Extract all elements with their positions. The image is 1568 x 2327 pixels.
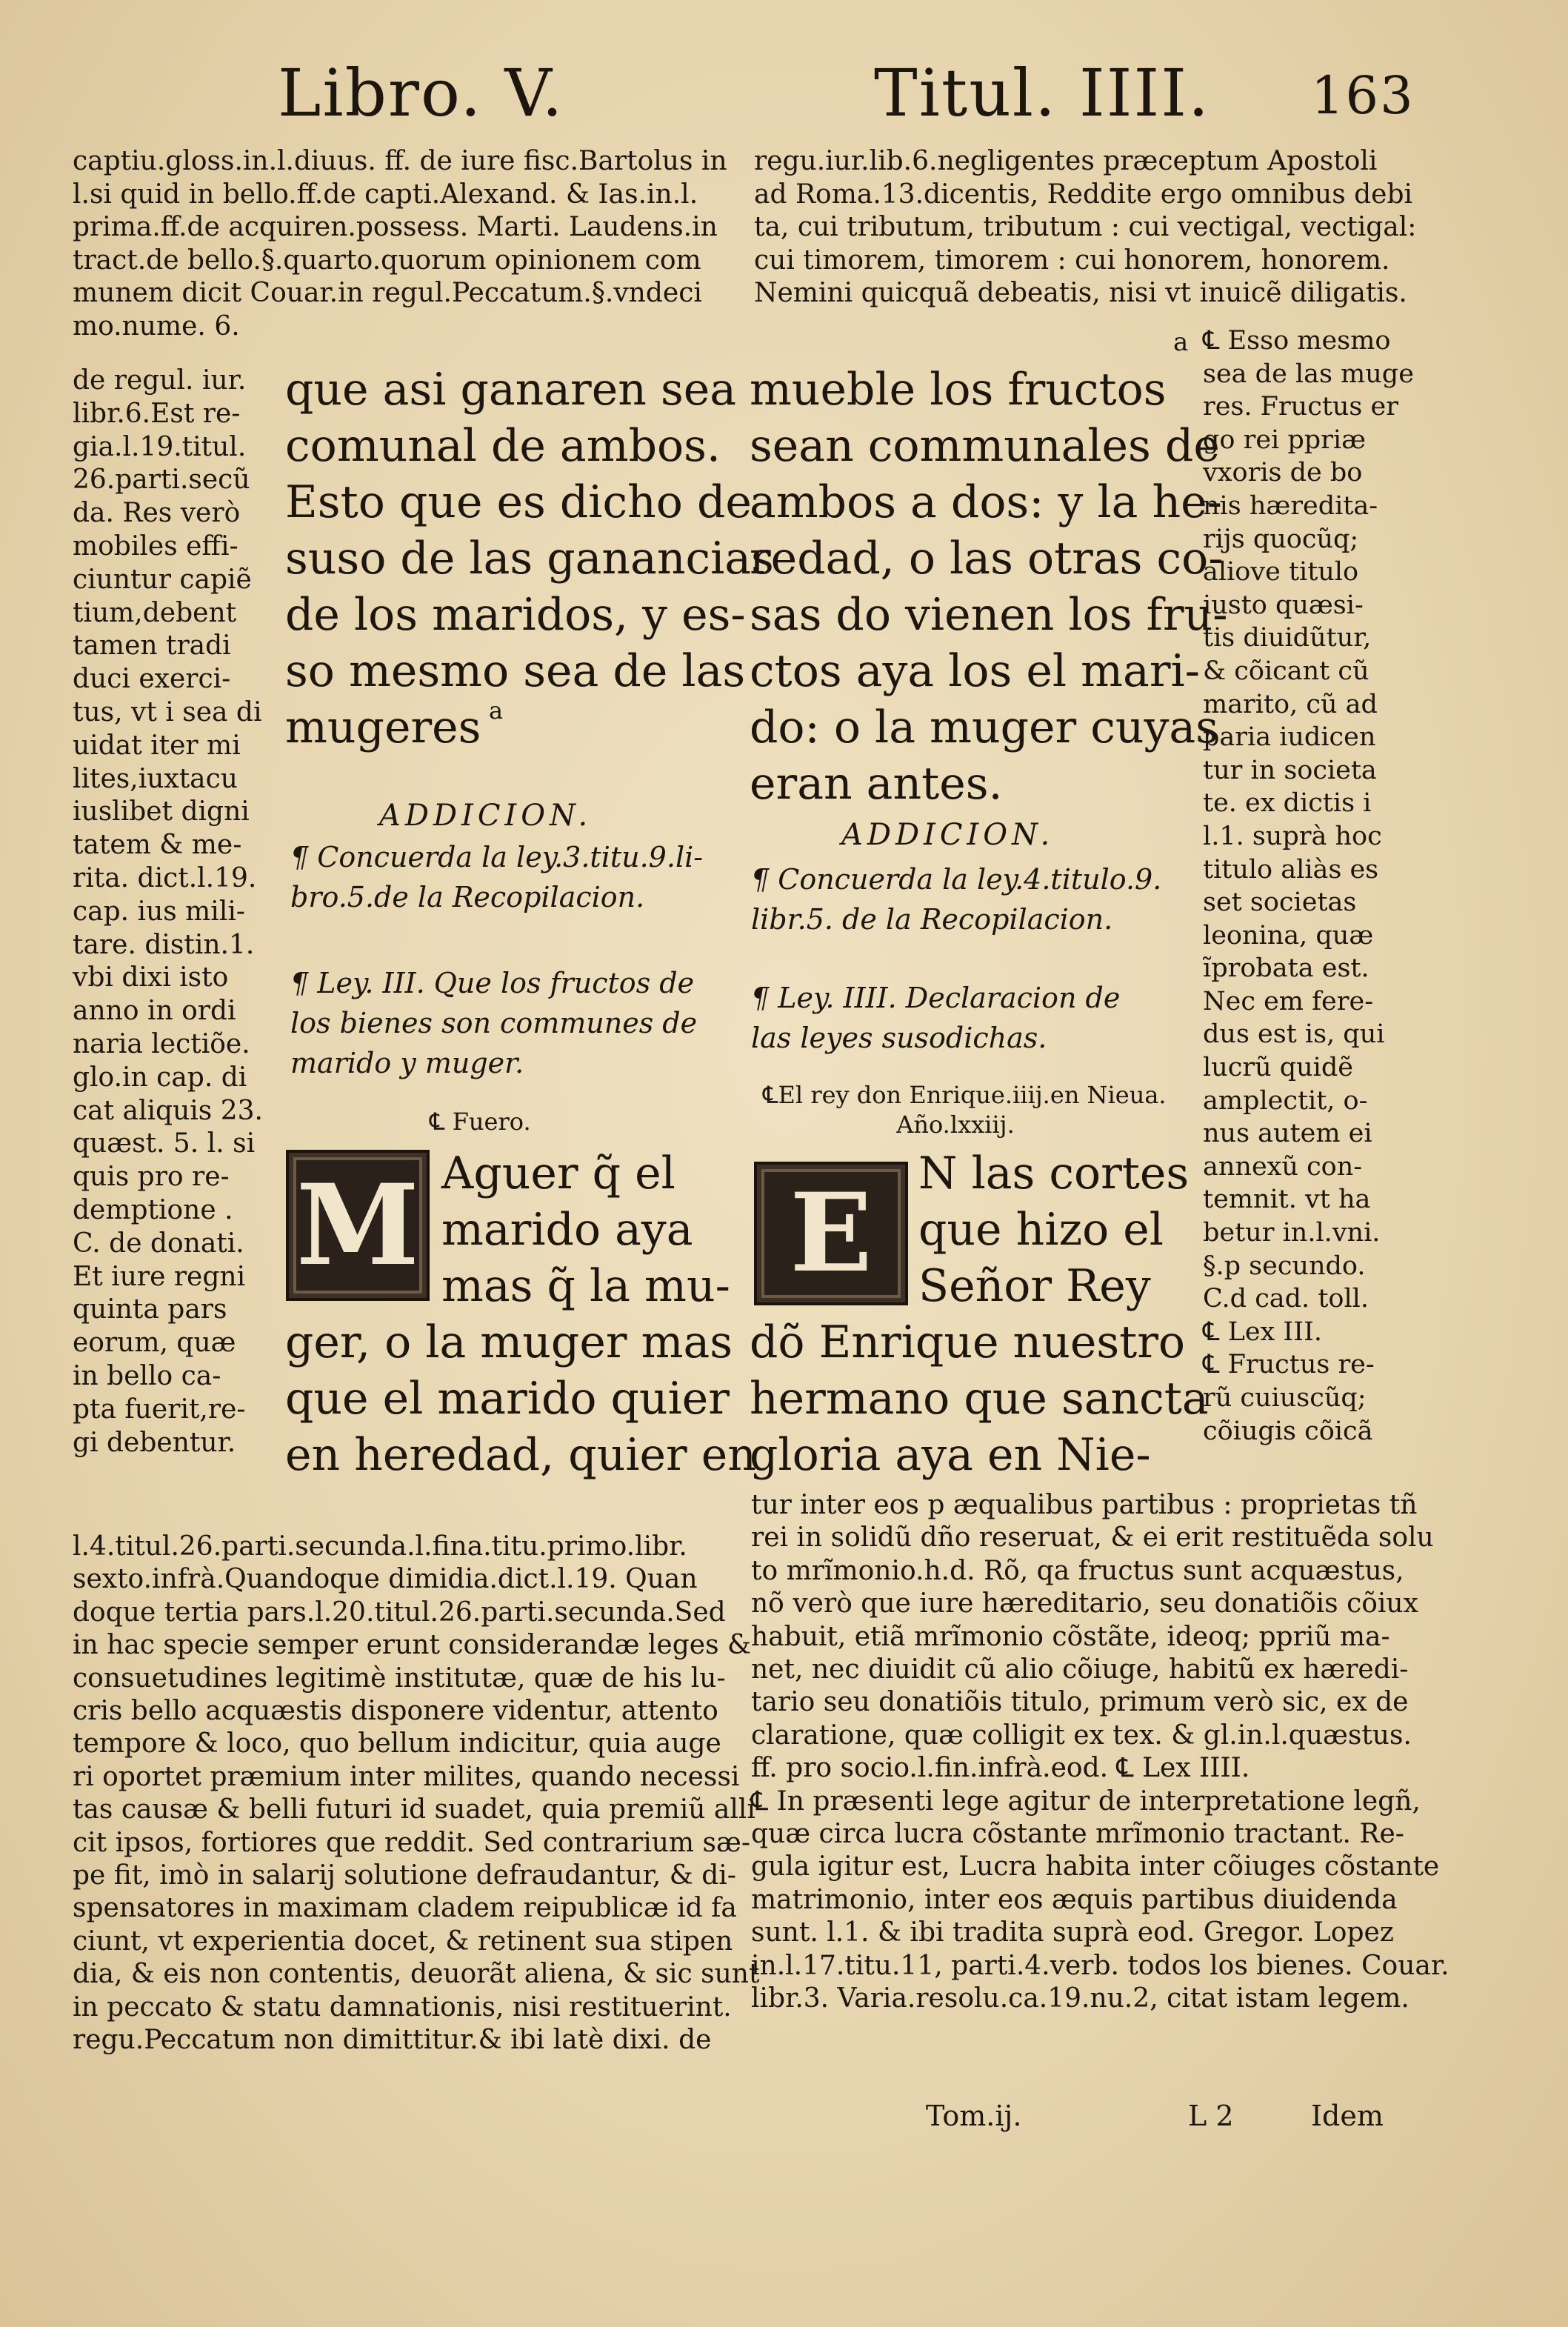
gloss-line: l.4.titul.26.parti.secunda.l.fina.titu.primo.libr.: [73, 1531, 687, 1562]
main-text-line: ambos a dos: y la he-: [750, 476, 1222, 528]
gloss-line: amplectit, o-: [1203, 1085, 1368, 1116]
gloss-line: C.d cad. toll.: [1203, 1284, 1369, 1314]
main-text-line: mueble los fructos: [750, 364, 1167, 416]
addicion-line: libr.5. de la Recopilacion.: [751, 903, 1113, 936]
addicion-line: bro.5.de la Recopilacion.: [290, 881, 645, 913]
gloss-line: gi debentur.: [73, 1427, 236, 1458]
gloss-line: & cõicant cũ: [1203, 656, 1370, 686]
gloss-line: ℄ Esso mesmo: [1203, 326, 1391, 356]
ley-heading-line: ¶ Ley. IIII. Declaracion de: [751, 982, 1121, 1014]
ley-source-line: Año.lxxiij.: [896, 1111, 1015, 1139]
gloss-line: ad Roma.13.dicentis, Reddite ergo omnibus debi: [754, 179, 1413, 210]
gloss-line: 26.parti.secũ: [73, 465, 250, 496]
main-text-line: mugeres: [285, 702, 481, 753]
gloss-line: glo.in cap. di: [73, 1062, 247, 1093]
footer-volume: Tom.ij.: [926, 2100, 1022, 2132]
col2-addicion-text: [751, 859, 1161, 939]
gloss-line: l.1. suprà hoc: [1203, 821, 1382, 851]
addicion-line: ¶ Concuerda la ley.3.titu.9.li-: [290, 841, 704, 873]
gloss-line: vbi dixi isto: [73, 962, 229, 993]
main-text-line: Esto que es dicho de: [285, 476, 752, 528]
gloss-line: titulo aliàs es: [1203, 854, 1379, 885]
gloss-line: ciunt, vt experientia docet, & retinent sua stipen: [73, 1925, 733, 1957]
gloss-line: lucrũ quidẽ: [1203, 1053, 1353, 1083]
decorated-initial-e: [754, 1162, 908, 1305]
col2-main-text-bottom: [750, 1314, 1209, 1483]
right-gloss-narrow: [1203, 324, 1414, 1448]
gloss-line: regu.Peccatum non dimittitur.& ibi latè dixi. de: [73, 2025, 712, 2056]
gloss-line: mo.nume. 6.: [73, 310, 240, 342]
gloss-line: iusto quæsi-: [1203, 590, 1364, 620]
gloss-line: tis diuidũtur,: [1203, 623, 1372, 653]
main-text-line: marido aya: [441, 1204, 693, 1256]
gloss-line: tium,debent: [73, 597, 237, 628]
col1-main-initial-lines: [441, 1145, 730, 1314]
gloss-line: rei in solidũ dño reseruat, & ei erit restituẽda solu: [751, 1522, 1434, 1554]
gloss-line: tario seu donatiõis titulo, primum verò sic, ex de: [751, 1687, 1409, 1718]
col2-gloss-bottom: [751, 1489, 1449, 2016]
gloss-line: Nec em fere-: [1203, 986, 1374, 1016]
gloss-line: sexto.infrà.Quandoque dimidia.dict.l.19. Quan: [73, 1564, 698, 1595]
gloss-line: betur in.l.vni.: [1203, 1218, 1381, 1248]
main-text-line: redad, o las otras co-: [750, 533, 1224, 585]
gloss-line: ta, cui tributum, tributum : cui vectigal, vectigal:: [754, 212, 1417, 243]
gloss-line: ri oportet præmium inter milites, quando necessi: [73, 1761, 740, 1792]
gloss-line: matrimonio, inter eos æquis partibus diuidenda: [751, 1884, 1398, 1915]
col2-gloss-top: [754, 145, 1416, 310]
gloss-line: duci exerci-: [73, 664, 231, 695]
col1-main-text-bottom: [285, 1314, 756, 1483]
main-text-line: Señor Rey: [918, 1260, 1151, 1312]
main-text-line: ctos aya los el mari-: [750, 645, 1200, 697]
page-number: 163: [1311, 65, 1415, 126]
main-text-line: en heredad, quier en: [285, 1429, 756, 1481]
main-text-line: Aguer q̃ el: [441, 1148, 675, 1199]
gloss-line: munem dicit Couar.in regul.Peccatum.§.vndeci: [73, 278, 702, 309]
main-text-line: eran antes.: [750, 758, 1003, 810]
gloss-line: temnit. vt ha: [1203, 1185, 1371, 1215]
gloss-line: in bello ca-: [73, 1360, 221, 1391]
gloss-line: te. ex dictis i: [1203, 788, 1372, 819]
gloss-line: ff. pro socio.l.fin.infrà.eod. ℄ Lex IIII.: [751, 1753, 1250, 1784]
col1-addicion-heading: ADDICION.: [379, 799, 593, 833]
gloss-line: to mrĩmonio.h.d. Rõ, qa fructus sunt acquæstus,: [751, 1555, 1404, 1586]
gloss-line: net, nec diuidit cũ alio cõiuge, habitũ ex hæredi-: [751, 1654, 1409, 1685]
gloss-line: ĩprobata est.: [1203, 953, 1370, 984]
left-gloss-bottom: [73, 1531, 759, 2057]
gloss-line: rita. dict.l.19.: [73, 862, 257, 893]
gloss-line: uidat iter mi: [73, 730, 241, 761]
gloss-line: tare. distin.1.: [73, 929, 255, 960]
main-text-line: ger, o la muger mas: [285, 1316, 733, 1368]
gloss-line: vxoris de bo: [1203, 458, 1363, 488]
gloss-line: gula igitur est, Lucra habita inter cõiuges cõstante: [751, 1851, 1440, 1882]
initial-letter: M: [296, 1160, 420, 1291]
ley-heading-line: ¶ Ley. III. Que los fructos de: [290, 967, 695, 999]
gloss-line: res. Fructus er: [1203, 392, 1398, 422]
ley-source-line: ℄El rey don Enrique.iiij.en Nieua.: [763, 1081, 1167, 1109]
col2-main-text-top: [750, 362, 1227, 812]
gloss-line: nõ verò que iure hæreditario, seu donatiõis cõiux: [751, 1588, 1418, 1619]
gloss-line: in.l.17.titu.11, parti.4.verb. todos los bienes. Couar.: [751, 1950, 1449, 1981]
gloss-line: in hac specie semper erunt considerandæ leges &: [73, 1630, 752, 1661]
footer-catchword: Idem: [1311, 2100, 1384, 2132]
main-text-line: de los maridos, y es-: [285, 589, 746, 641]
running-header-title: Titul. IIII.: [874, 55, 1210, 131]
gloss-line: leonina, quæ: [1203, 920, 1374, 951]
gloss-line: ℄ Fructus re-: [1203, 1350, 1375, 1380]
main-text-line: N las cortes: [918, 1148, 1190, 1199]
gloss-line: nis hæredita-: [1203, 490, 1378, 521]
ley-heading-line: los bienes son communes de: [290, 1007, 698, 1039]
col1-addicion-text: [290, 837, 703, 917]
gloss-line: cit ipsos, fortiores que reddit. Sed contrarium sæ-: [73, 1827, 750, 1858]
col2-ley-source: [763, 1080, 1167, 1139]
gloss-line: iuslibet digni: [73, 796, 250, 828]
gloss-line: sunt. l.1. & ibi tradita suprà eod. Gregor. Lopez: [751, 1917, 1394, 1948]
gloss-line: aliove titulo: [1203, 557, 1359, 587]
gloss-line: l.si quid in bello.ff.de capti.Alexand. & Ias.in.l.: [73, 179, 698, 210]
gloss-line: rũ cuiuscũq;: [1203, 1383, 1367, 1413]
gloss-line: tus, vt i sea di: [73, 696, 262, 728]
col2-main-initial-lines: [918, 1145, 1189, 1314]
gloss-line: consuetudines legitimè institutæ, quæ de his lu-: [73, 1662, 726, 1694]
gloss-line: tract.de bello.§.quarto.quorum opinionem com: [73, 244, 701, 276]
gloss-line: habuit, etiã mrĩmonio cõstãte, ideoq; ppriũ ma-: [751, 1621, 1390, 1652]
gloss-line: quis pro re-: [73, 1162, 230, 1193]
col2-addicion-heading: ADDICION.: [841, 818, 1055, 852]
right-gloss-marker: a: [1173, 327, 1189, 357]
gloss-line: pta fuerit,re-: [73, 1394, 246, 1425]
gloss-line: quæ circa lucra cõstante mrĩmonio tractant. Re-: [751, 1819, 1404, 1850]
gloss-line: claratione, quæ colligit ex tex. & gl.in.l.quæstus.: [751, 1720, 1412, 1751]
gloss-line: mobiles effi-: [73, 530, 238, 562]
gloss-line: set societas: [1203, 888, 1357, 918]
main-text-line: mas q̃ la mu-: [441, 1260, 730, 1312]
gloss-line: cõiugis cõicã: [1203, 1416, 1373, 1446]
main-text-line: hermano que sancta: [750, 1373, 1209, 1425]
gloss-line: gia.l.19.titul.: [73, 431, 247, 462]
main-text-line: que asi ganaren sea: [285, 364, 737, 416]
gloss-line: §.p secundo.: [1203, 1251, 1366, 1281]
gloss-line: tatem & me-: [73, 830, 242, 861]
gloss-line: tur inter eos p æqualibus partibus : proprietas tñ: [751, 1490, 1418, 1520]
gloss-line: tur in societa: [1203, 755, 1377, 785]
gloss-line: cat aliquis 23.: [73, 1095, 263, 1126]
main-text-line: sas do vienen los fru-: [750, 589, 1228, 641]
gloss-line: libr.6.Est re-: [73, 398, 241, 429]
gloss-line: tamen tradi: [73, 630, 231, 662]
gloss-line: sea de las muge: [1203, 359, 1414, 389]
main-text-line: dõ Enrique nuestro: [750, 1316, 1186, 1368]
gloss-line: dia, & eis non contentis, deuorãt aliena, & sic sunt: [73, 1959, 760, 1990]
gloss-line: prima.ff.de acquiren.possess. Marti. Laudens.in: [73, 212, 718, 243]
gloss-line: ℄ Lex III.: [1203, 1316, 1323, 1347]
gloss-line: C. de donati.: [73, 1228, 244, 1259]
gloss-line: pe fit, imò in salarij solutione defraudantur, & di-: [73, 1860, 736, 1891]
gloss-line: doque tertia pars.l.20.titul.26.parti.secunda.Sed: [73, 1597, 726, 1628]
main-text-line: suso de las ganancias: [285, 533, 774, 585]
gloss-line: quinta pars: [73, 1294, 227, 1325]
gloss-line: ℄ In præsenti lege agitur de interpretatione legñ,: [751, 1785, 1421, 1817]
gloss-line: Et iure regni: [73, 1261, 246, 1292]
gloss-line: tempore & loco, quo bellum indicitur, quia auge: [73, 1728, 721, 1760]
gloss-line: annexũ con-: [1203, 1151, 1363, 1182]
left-gloss-top: [73, 145, 727, 344]
gloss-line: eorum, quæ: [73, 1328, 236, 1359]
gloss-line: spensatores in maximam cladem reipublicæ id fa: [73, 1893, 737, 1924]
gloss-line: ciuntur capiẽ: [73, 564, 252, 595]
gloss-line: Nemini quicquã debeatis, nisi vt inuicẽ diligatis.: [754, 278, 1407, 309]
addicion-line: ¶ Concuerda la ley.4.titulo.9.: [751, 863, 1162, 896]
gloss-line: cap. ius mili-: [73, 896, 246, 927]
gloss-line: nus autem ei: [1203, 1119, 1372, 1149]
main-text-line: comunal de ambos.: [285, 420, 721, 472]
ley-heading-line: marido y muger.: [290, 1047, 524, 1079]
gloss-line: lites,iuxtacu: [73, 763, 238, 794]
gloss-line: da. Res verò: [73, 498, 241, 529]
gloss-line: captiu.gloss.in.l.diuus. ff. de iure fisc.Bartolus in: [73, 146, 727, 176]
col1-ley-source: ℄ Fuero.: [430, 1108, 531, 1136]
col1-ley-heading: [290, 963, 697, 1083]
decorated-initial-m: [286, 1150, 430, 1301]
gloss-line: go rei ppriæ: [1203, 425, 1366, 455]
gloss-line: anno in ordi: [73, 996, 236, 1027]
gloss-line: demptione .: [73, 1194, 233, 1225]
gloss-line: regu.iur.lib.6.negligentes præceptum Apostoli: [754, 146, 1378, 176]
gloss-line: rijs quocũq;: [1203, 524, 1359, 554]
running-header-book: Libro. V.: [278, 55, 564, 131]
gloss-line: de regul. iur.: [73, 365, 247, 396]
main-text-line: do: o la muger cuyas: [750, 702, 1218, 753]
gloss-line: quæst. 5. l. si: [73, 1128, 256, 1159]
footer-signature: L 2: [1188, 2100, 1234, 2132]
gloss-line: libr.3. Varia.resolu.ca.19.nu.2, citat istam legem.: [751, 1983, 1409, 2014]
gloss-line: in peccato & statu damnationis, nisi restituerint.: [73, 1991, 732, 2023]
col1-main-text-top: [285, 362, 774, 756]
main-text-line: que hizo el: [918, 1204, 1164, 1256]
main-text-line: gloria aya en Nie-: [750, 1429, 1151, 1481]
gloss-line: paria iudicen: [1203, 722, 1376, 753]
gloss-line: naria lectiõe.: [73, 1028, 250, 1059]
main-text-line: so mesmo sea de las: [285, 645, 746, 697]
ley-heading-line: las leyes susodichas.: [751, 1022, 1047, 1054]
gloss-line: marito, cũ ad: [1203, 689, 1378, 719]
initial-letter: E: [790, 1170, 873, 1296]
col1-note-marker: a: [489, 696, 504, 725]
gloss-line: cui timorem, timorem : cui honorem, honorem.: [754, 244, 1390, 276]
left-gloss-narrow: [73, 364, 263, 1459]
gloss-line: cris bello acquæstis disponere videntur, attento: [73, 1696, 718, 1727]
col2-ley-heading: [751, 978, 1120, 1058]
main-text-line: que el marido quier: [285, 1373, 730, 1425]
main-text-line: sean communales de: [750, 420, 1220, 472]
gloss-line: tas causæ & belli futuri id suadet, quia premiũ alli: [73, 1794, 755, 1825]
gloss-line: dus est is, qui: [1203, 1019, 1385, 1050]
